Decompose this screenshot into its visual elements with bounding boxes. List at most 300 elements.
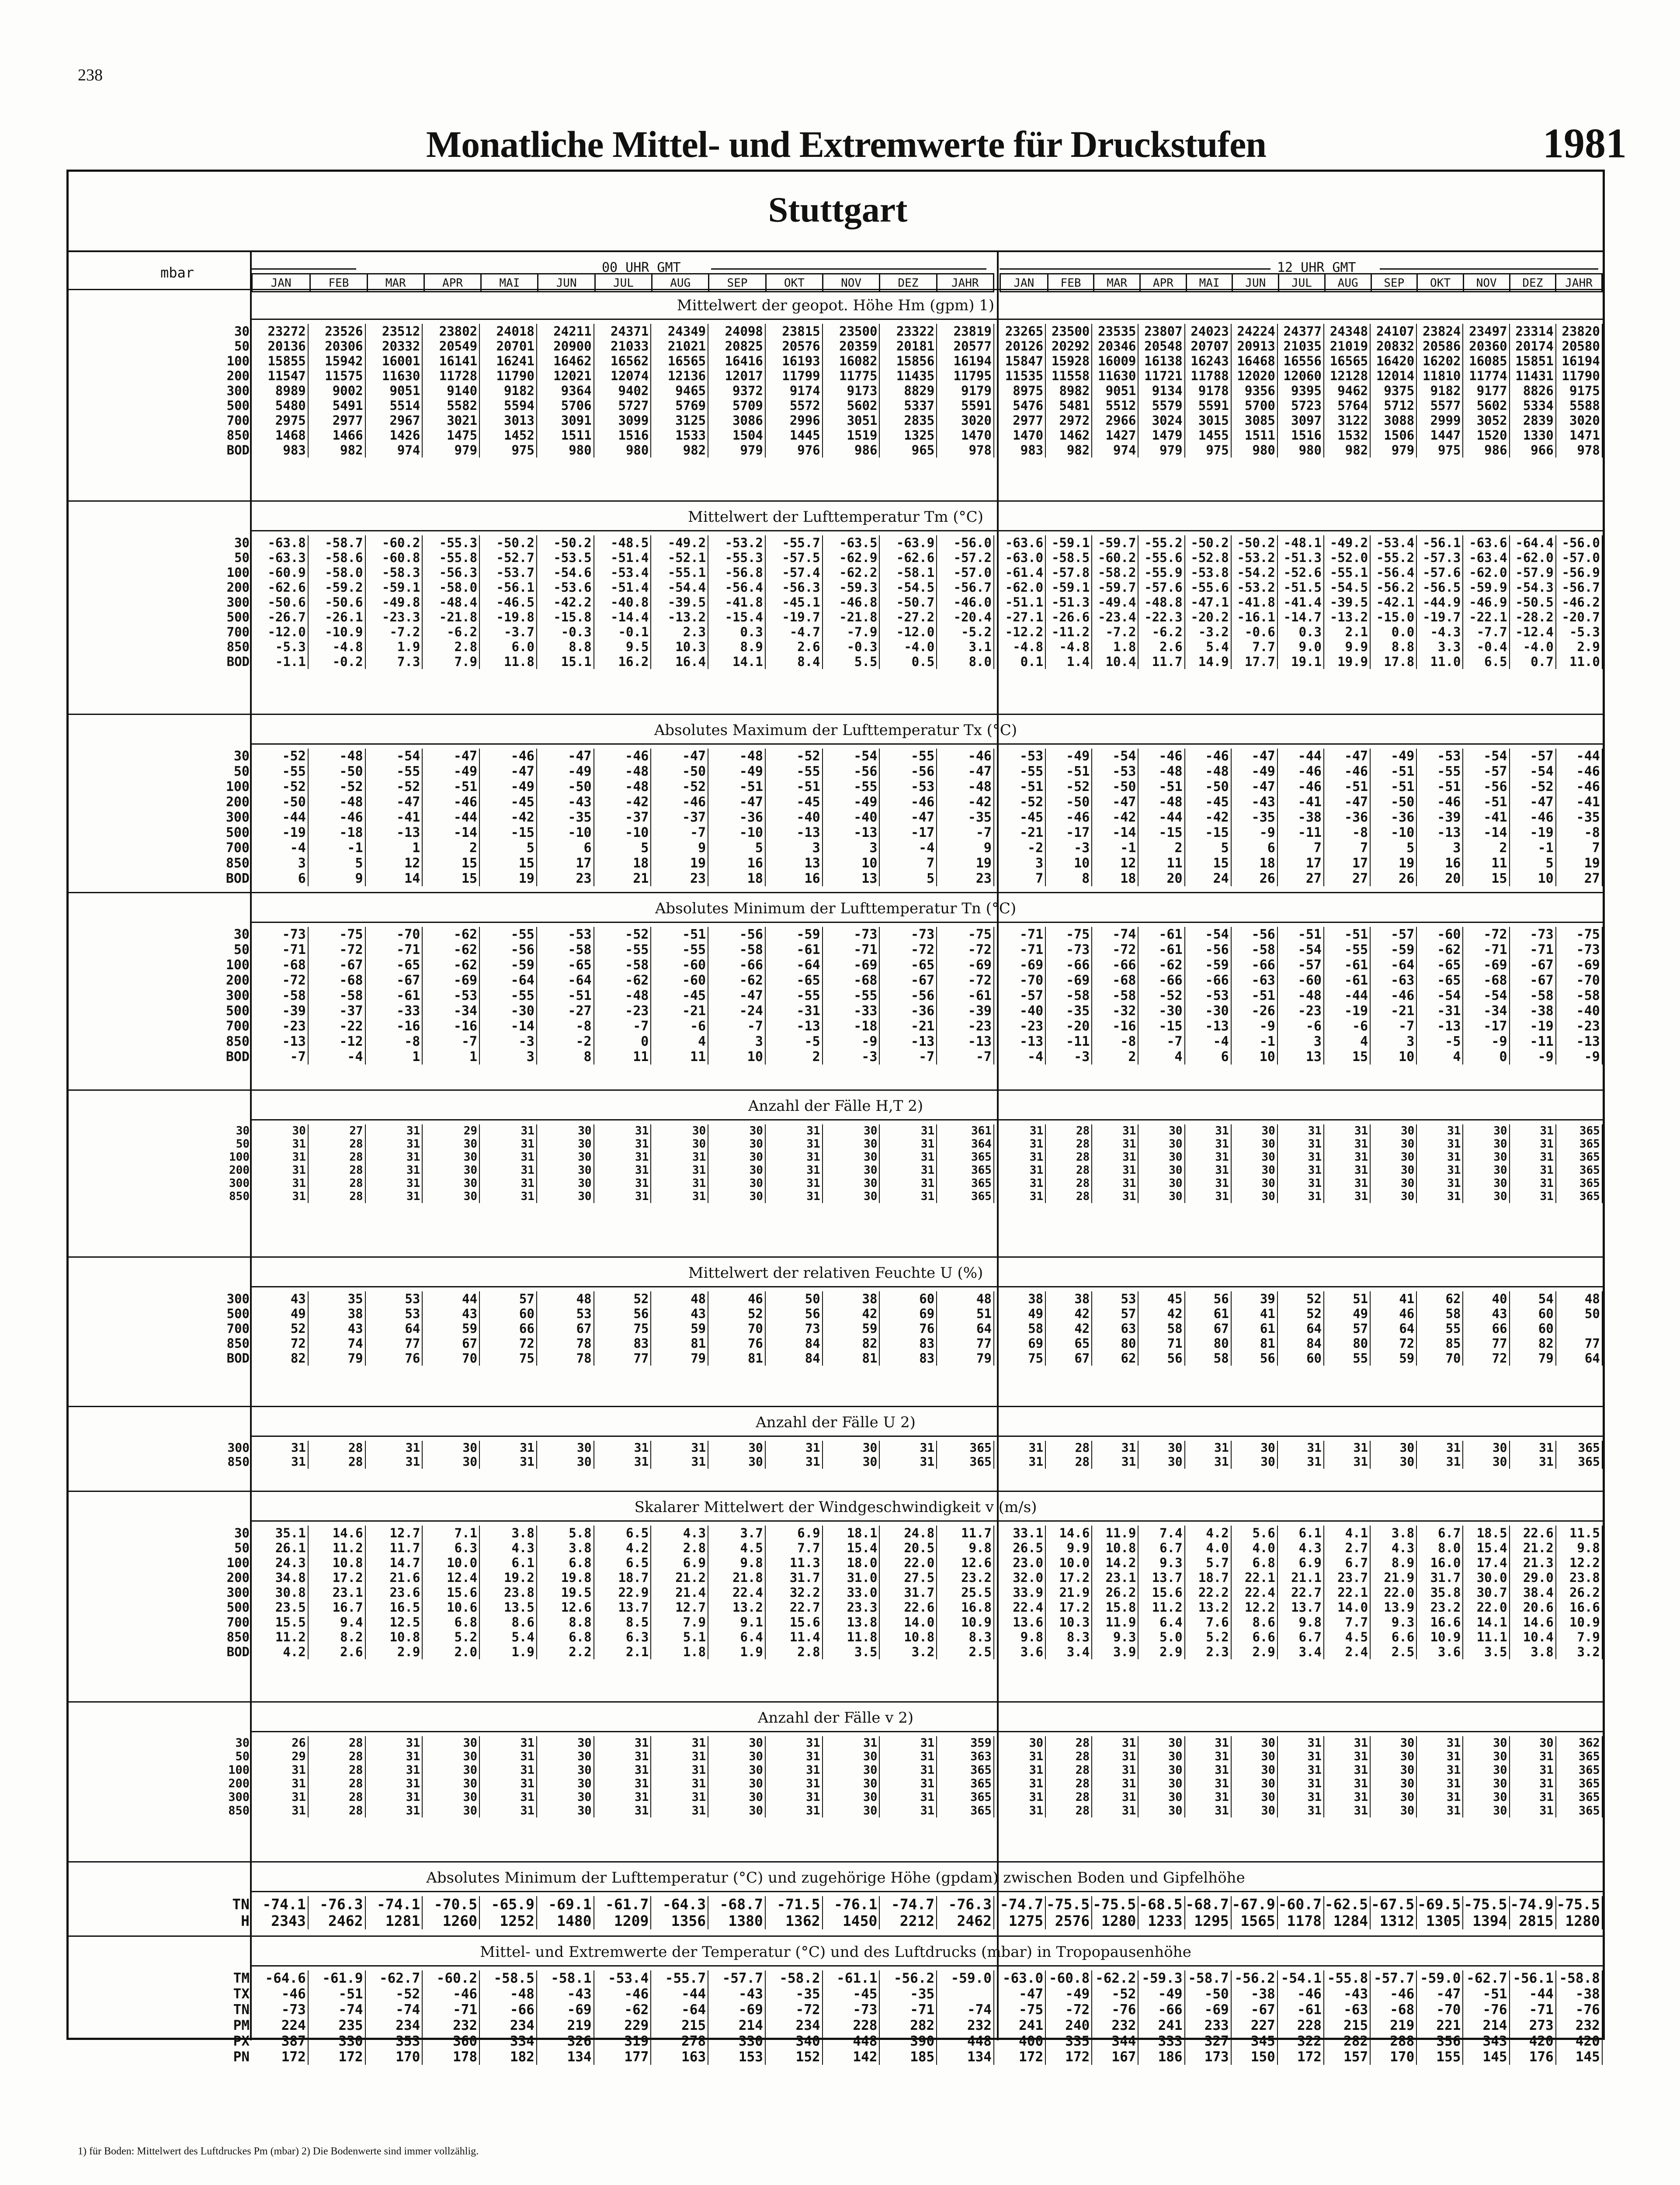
value-cell: 5.8	[569, 1526, 592, 1540]
value-cell: 31	[634, 1440, 649, 1455]
value-cell: 30	[577, 1804, 592, 1817]
value-cell: 31	[691, 1736, 706, 1750]
value-cell: 5481	[1059, 398, 1090, 413]
level-label: BOD	[226, 654, 250, 669]
value-cell: 0	[1499, 1049, 1507, 1065]
value-cell: 13	[1305, 1049, 1322, 1065]
value-cell: -52	[282, 779, 306, 794]
level-label: 850	[226, 1034, 250, 1049]
value-column	[366, 749, 423, 886]
value-cell: 23512	[382, 324, 420, 339]
value-cell: 30	[864, 1177, 878, 1190]
value-cell: -57.7	[722, 1970, 763, 1986]
value-cell: -15.4	[725, 610, 763, 624]
value-cell: -4.0	[1523, 639, 1554, 654]
value-cell: 20292	[1051, 339, 1090, 354]
value-cell: -58	[1576, 988, 1600, 1003]
level-label: 500	[226, 610, 250, 624]
value-cell: -59	[1391, 942, 1415, 957]
value-cell: 5	[526, 840, 535, 856]
value-cell: -51	[453, 779, 478, 794]
value-cell: -46	[1576, 764, 1600, 779]
value-column	[1278, 1736, 1324, 1817]
value-cell: 30	[749, 1151, 763, 1164]
value-cell: 21.2	[675, 1570, 706, 1585]
value-cell: 365	[970, 1790, 992, 1804]
value-cell: -72	[1483, 927, 1507, 942]
value-cell: 31	[920, 1124, 935, 1138]
value-column	[251, 749, 309, 886]
value-column	[1139, 324, 1185, 458]
value-cell: -58	[1251, 942, 1275, 957]
h00-month-7: AUG	[651, 274, 708, 291]
value-cell: -51.3	[1283, 550, 1322, 565]
value-cell: 365	[1579, 1124, 1600, 1138]
value-cell: -6.2	[447, 624, 478, 639]
value-cell: 31	[1214, 1440, 1229, 1455]
value-cell: -1	[1120, 840, 1136, 856]
value-cell: -4.7	[789, 624, 820, 639]
value-cell: 1380	[728, 1912, 763, 1929]
value-column	[1463, 749, 1510, 886]
value-cell: 6.7	[1159, 1540, 1183, 1555]
value-cell: -58.2	[1098, 565, 1136, 580]
value-cell: 6	[1267, 840, 1275, 856]
value-cell: 5337	[904, 398, 935, 413]
value-cell: 9.3	[1113, 1630, 1136, 1644]
value-cell: 30	[463, 1736, 478, 1750]
value-column	[1463, 535, 1510, 669]
run-00-label: 00 UHR GMT	[602, 260, 681, 275]
value-cell: -49	[1251, 764, 1275, 779]
value-cell: 3	[755, 1034, 763, 1049]
value-cell: -4	[1027, 1049, 1044, 1065]
section-divider	[69, 1406, 1603, 1407]
value-cell: 11630	[382, 368, 420, 383]
value-cell: 155	[1436, 2049, 1461, 2065]
value-cell: -55	[682, 942, 706, 957]
value-column	[1232, 749, 1278, 886]
value-cell: 23807	[1144, 324, 1183, 339]
value-cell: 31	[1215, 1164, 1229, 1177]
value-cell: 31.7	[904, 1585, 935, 1600]
value-cell: 11547	[267, 368, 306, 383]
value-cell: 23322	[896, 324, 935, 339]
value-cell: 35	[347, 1291, 363, 1306]
value-cell: 5706	[561, 398, 592, 413]
value-cell: 31	[1029, 1190, 1044, 1203]
value-cell: 30	[577, 1777, 592, 1790]
value-cell: -39	[1437, 810, 1461, 825]
value-cell: 6.3	[454, 1540, 478, 1555]
value-cell: -46	[1344, 764, 1368, 779]
value-cell: -52	[1111, 1986, 1136, 2002]
value-cell: 11.3	[789, 1555, 820, 1570]
value-cell: 30	[463, 1763, 478, 1777]
value-column	[823, 1970, 880, 2065]
section-subdivider	[251, 530, 1603, 531]
value-cell: -58	[625, 957, 649, 973]
value-cell: 0.5	[911, 654, 935, 669]
value-cell: 22.1	[1245, 1570, 1275, 1585]
value-cell: -56	[1251, 927, 1275, 942]
value-cell: 31	[1214, 1454, 1229, 1469]
value-cell: 3086	[732, 413, 763, 428]
value-cell: 30	[864, 1138, 878, 1151]
value-cell: -67	[396, 973, 420, 988]
value-cell: 38	[1074, 1291, 1090, 1306]
value-cell: -55	[854, 988, 878, 1003]
value-cell: 14.1	[732, 654, 763, 669]
value-cell: 31	[406, 1164, 420, 1177]
value-cell: 31	[1354, 1151, 1368, 1164]
value-cell: 31	[520, 1763, 535, 1777]
section-title: Mittelwert der Lufttemperatur Tm (°C)	[688, 508, 983, 526]
value-cell: -9	[1259, 825, 1275, 840]
value-cell: -70	[1436, 2002, 1461, 2018]
value-cell: 24348	[1329, 324, 1368, 339]
value-cell: 31	[521, 1151, 535, 1164]
h12-month-10: NOV	[1463, 274, 1509, 291]
value-cell: 30	[692, 1138, 706, 1151]
value-cell: 8.6	[511, 1615, 535, 1630]
value-column	[766, 1526, 823, 1659]
h12-month-12: JAHR	[1555, 274, 1601, 291]
value-column	[1000, 1291, 1046, 1366]
value-cell: 30	[577, 1736, 592, 1750]
value-cell: -50	[282, 794, 306, 810]
value-cell: 31	[1308, 1190, 1322, 1203]
value-cell: -64.3	[662, 1896, 706, 1913]
value-column	[594, 1291, 652, 1366]
value-cell: -52	[1159, 988, 1183, 1003]
level-label: PM	[233, 2018, 250, 2033]
value-column	[1185, 1736, 1232, 1817]
value-cell: -73	[854, 927, 878, 942]
value-cell: 27.5	[904, 1570, 935, 1585]
value-column	[1232, 1736, 1278, 1817]
value-column	[1371, 324, 1417, 458]
value-cell: 31	[692, 1190, 706, 1203]
level-label: 300	[226, 1585, 250, 1600]
value-cell: 975	[1438, 443, 1461, 458]
value-column	[1278, 1526, 1324, 1659]
value-cell: 4.2	[625, 1540, 649, 1555]
value-column	[1232, 1970, 1278, 2065]
value-column	[594, 1896, 652, 1929]
value-cell: 30	[1493, 1763, 1507, 1777]
value-grid-r12	[1000, 1970, 1603, 2065]
value-cell: 31	[635, 1124, 649, 1138]
value-cell: -11	[1066, 1034, 1090, 1049]
value-cell: -15	[1205, 825, 1229, 840]
value-grid-r00	[251, 1441, 994, 1469]
value-cell: 67	[1074, 1351, 1090, 1366]
value-cell: 4	[1453, 1049, 1461, 1065]
value-cell: 1	[412, 1049, 420, 1065]
value-cell: -0.3	[847, 639, 878, 654]
value-cell: 31	[1215, 1138, 1229, 1151]
value-cell: -38	[1530, 1003, 1554, 1019]
level-label: 50	[233, 942, 250, 957]
value-column	[1185, 535, 1232, 669]
value-column	[1556, 749, 1603, 886]
value-cell: 30	[864, 1151, 878, 1164]
value-column	[1556, 927, 1603, 1065]
value-cell: -12	[339, 1034, 363, 1049]
value-cell: -62.0	[1469, 565, 1507, 580]
section-title: Absolutes Minimum der Lufttemperatur Tn (°C)	[655, 900, 1017, 917]
value-column	[880, 749, 937, 886]
value-column	[594, 1526, 652, 1659]
value-cell: -47	[739, 794, 763, 810]
level-label: TM	[233, 1970, 250, 1986]
value-cell: -13	[796, 1019, 820, 1034]
value-cell: -73	[853, 2002, 878, 2018]
value-cell: 62	[1121, 1351, 1136, 1366]
value-cell: 30	[748, 1440, 763, 1455]
value-column	[1000, 749, 1046, 886]
value-cell: -59.7	[1098, 535, 1136, 550]
value-cell: 363	[970, 1750, 992, 1763]
value-column	[1000, 1896, 1046, 1929]
value-cell: -24	[739, 1003, 763, 1019]
value-cell: -76	[1111, 2002, 1136, 2018]
value-cell: -75.5	[1046, 1896, 1090, 1913]
value-cell: -64	[1391, 957, 1415, 973]
value-cell: 32.0	[1013, 1570, 1044, 1585]
value-cell: 16.6	[1430, 1615, 1461, 1630]
value-cell: 170	[1390, 2049, 1415, 2065]
level-label: 500	[226, 398, 250, 413]
value-cell: -62.0	[1515, 550, 1554, 565]
value-cell: 49	[290, 1306, 306, 1321]
value-cell: 26.1	[275, 1540, 306, 1555]
value-grid-r00	[251, 1124, 994, 1203]
value-cell: -55.6	[1191, 580, 1229, 595]
value-cell: 24371	[611, 324, 649, 339]
value-cell: -65.9	[491, 1896, 535, 1913]
value-cell: 30	[864, 1164, 878, 1177]
value-cell: 3015	[1198, 413, 1229, 428]
value-column	[708, 324, 766, 458]
value-cell: 19	[1584, 856, 1600, 871]
value-cell: -7	[690, 825, 706, 840]
value-cell: 41	[1260, 1306, 1275, 1321]
value-cell: -56.5	[1423, 580, 1461, 595]
value-cell: 22.2	[1198, 1585, 1229, 1600]
value-cell: 31	[806, 1164, 820, 1177]
value-cell: 172	[1297, 2049, 1322, 2065]
value-column	[1324, 1896, 1371, 1929]
value-cell: 10.8	[1105, 1540, 1136, 1555]
value-cell: 975	[511, 443, 535, 458]
value-cell: 1.9	[740, 1644, 763, 1659]
value-cell: 20	[1445, 871, 1461, 886]
value-cell: -9	[1259, 1019, 1275, 1034]
value-column	[537, 1441, 594, 1469]
value-cell: -53.7	[496, 565, 535, 580]
value-cell: -65	[396, 957, 420, 973]
value-cell: -56.4	[725, 580, 763, 595]
value-column	[480, 749, 537, 886]
value-cell: -56	[510, 942, 535, 957]
value-cell: 157	[1343, 2049, 1368, 2065]
value-cell: 5602	[847, 398, 878, 413]
value-column	[1278, 1970, 1324, 2065]
value-cell: 17	[1305, 856, 1322, 871]
value-cell: 30	[1168, 1763, 1183, 1777]
value-cell: 13.6	[1013, 1615, 1044, 1630]
value-column	[1185, 1291, 1232, 1366]
value-cell: 16.2	[618, 654, 649, 669]
value-cell: 28	[1075, 1763, 1090, 1777]
value-cell: -71	[282, 942, 306, 957]
header-divider	[69, 250, 1603, 252]
value-cell: 30	[463, 1804, 478, 1817]
value-cell: -14	[510, 1019, 535, 1034]
value-cell: 30	[1400, 1804, 1415, 1817]
value-grid-r00	[251, 324, 994, 458]
value-cell: 5	[355, 856, 363, 871]
value-cell: 8.5	[625, 1615, 649, 1630]
value-cell: 8.3	[1066, 1630, 1090, 1644]
value-cell: 10	[1074, 856, 1090, 871]
value-cell: 10	[1538, 871, 1554, 886]
value-cell: -54.5	[1329, 580, 1368, 595]
value-cell: -27.2	[896, 610, 935, 624]
value-cell: 8	[583, 1049, 592, 1065]
value-cell: 5723	[1291, 398, 1322, 413]
value-cell: 23.8	[1569, 1570, 1600, 1585]
value-cell: 6.5	[625, 1526, 649, 1540]
value-cell: 6.4	[1159, 1615, 1183, 1630]
value-cell: 3.5	[1484, 1644, 1507, 1659]
value-column	[1232, 1291, 1278, 1366]
value-grid-r12	[1000, 1441, 1603, 1469]
value-cell: 20900	[553, 339, 592, 354]
value-cell: -71	[453, 2002, 478, 2018]
value-column	[251, 1291, 309, 1366]
value-cell: 31	[291, 1440, 306, 1455]
value-cell: -16.1	[1237, 610, 1275, 624]
value-cell: 12.6	[961, 1555, 992, 1570]
value-cell: 79	[347, 1351, 363, 1366]
value-cell: -71	[1529, 2002, 1554, 2018]
value-cell: 23497	[1469, 324, 1507, 339]
value-column	[1371, 1291, 1417, 1366]
value-cell: -71	[1019, 927, 1044, 942]
value-cell: 16	[804, 871, 820, 886]
value-cell: -3	[518, 1034, 535, 1049]
value-column	[708, 1896, 766, 1929]
value-cell: 31	[920, 1190, 935, 1203]
value-column	[594, 749, 652, 886]
value-cell: 365	[969, 1454, 992, 1469]
value-cell: 70	[747, 1321, 763, 1336]
value-column	[1092, 927, 1139, 1065]
value-cell: -48.4	[439, 595, 478, 610]
value-cell: 9	[355, 871, 363, 886]
value-cell: 31	[920, 1736, 935, 1750]
value-cell: 974	[397, 443, 420, 458]
value-cell: 22.7	[789, 1600, 820, 1615]
value-cell: 9174	[789, 383, 820, 398]
level-labels	[162, 1124, 250, 1203]
level-label: 300	[227, 1440, 250, 1455]
value-cell: -47	[1112, 794, 1136, 810]
value-cell: -59.9	[1469, 580, 1507, 595]
value-cell: -61	[796, 942, 820, 957]
value-cell: 3.5	[854, 1644, 878, 1659]
value-cell: -58.2	[779, 1970, 820, 1986]
value-cell: 19.8	[561, 1570, 592, 1585]
value-cell: 22.4	[1013, 1600, 1044, 1615]
value-cell: -57.2	[953, 550, 992, 565]
value-column	[1046, 749, 1092, 886]
value-column	[1324, 1526, 1371, 1659]
value-cell: 9.4	[340, 1615, 363, 1630]
value-cell: 57	[519, 1291, 535, 1306]
value-cell: -62	[453, 927, 478, 942]
value-cell: 50	[1584, 1306, 1600, 1321]
value-cell: 1468	[275, 428, 306, 443]
level-label: 200	[226, 1570, 250, 1585]
value-cell: 2.6	[797, 639, 820, 654]
level-label: 50	[234, 339, 250, 354]
value-cell: 12074	[611, 368, 649, 383]
value-cell: 31	[806, 1804, 820, 1817]
value-cell: -74.1	[262, 1896, 306, 1913]
value-column	[1232, 535, 1278, 669]
value-cell: 38.4	[1523, 1585, 1554, 1600]
value-column	[937, 749, 994, 886]
value-cell: 28	[349, 1138, 363, 1151]
value-cell: -52.8	[1191, 550, 1229, 565]
value-cell: 48	[976, 1291, 992, 1306]
value-cell: 31	[520, 1804, 535, 1817]
value-cell: -54.3	[1515, 580, 1554, 595]
value-column	[1324, 1736, 1371, 1817]
value-cell: 23819	[953, 324, 992, 339]
value-cell: 20332	[382, 339, 420, 354]
value-column	[480, 1291, 537, 1366]
value-cell: -13	[1019, 1034, 1044, 1049]
value-cell: 21035	[1283, 339, 1322, 354]
value-cell: 20306	[325, 339, 363, 354]
value-cell: 2462	[328, 1912, 363, 1929]
value-cell: -53	[1437, 749, 1461, 764]
value-column	[651, 1736, 708, 1817]
value-cell: 60	[1306, 1351, 1322, 1366]
value-column	[251, 927, 309, 1065]
value-column	[937, 1124, 994, 1203]
value-cell: -53.4	[1376, 535, 1415, 550]
level-label: 850	[226, 856, 250, 871]
value-cell: -57	[1483, 764, 1507, 779]
h00-month-6: JUL	[594, 274, 651, 291]
value-cell: -48.5	[611, 535, 649, 550]
value-cell: -65	[1437, 957, 1461, 973]
h00-month-1: FEB	[309, 274, 366, 291]
section-title: Absolutes Minimum der Lufttemperatur (°C) und zugehörige Höhe (gpdam) zwischen Boden und Gipfelhöhe	[426, 1869, 1245, 1887]
value-cell: -48.8	[1144, 595, 1183, 610]
value-cell: 31	[691, 1750, 706, 1763]
value-cell: 16.8	[961, 1600, 992, 1615]
value-cell: 43	[347, 1321, 363, 1336]
value-cell: -56.1	[1423, 535, 1461, 550]
level-labels	[162, 927, 250, 1065]
